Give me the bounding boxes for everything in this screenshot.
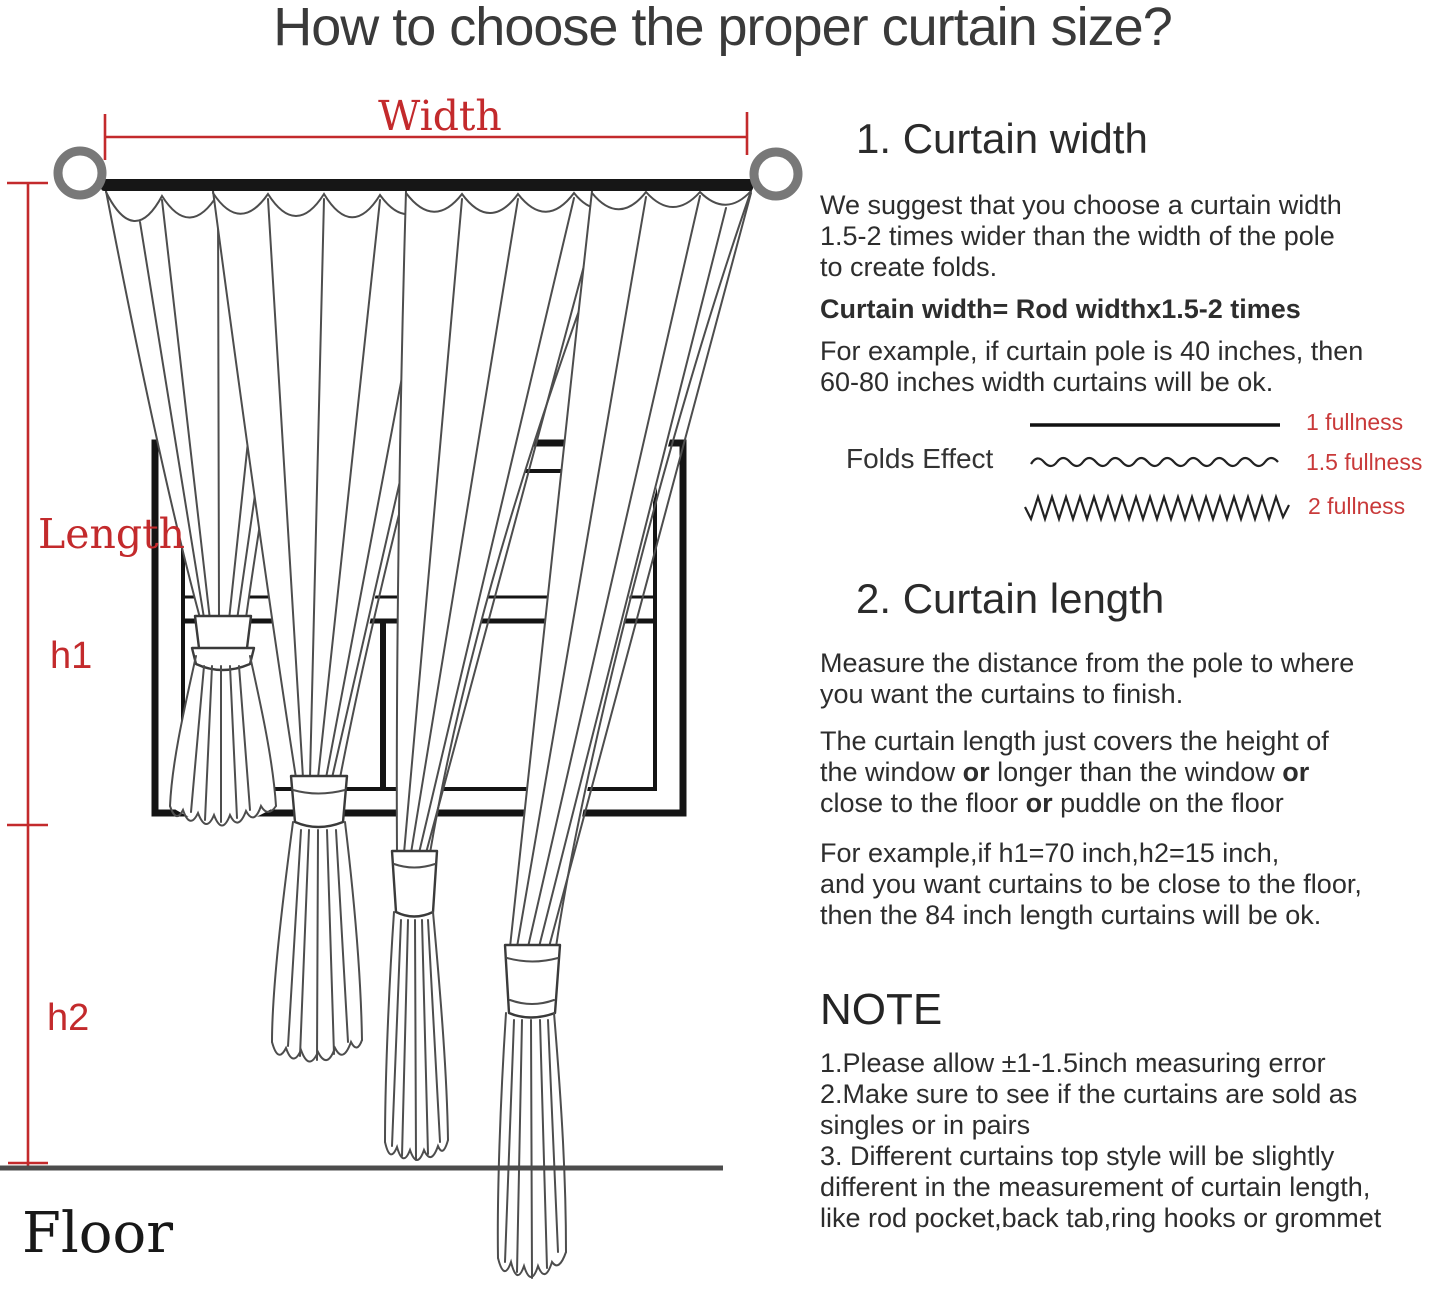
width-dim-label: Width xyxy=(378,92,502,140)
page-title: How to choose the proper curtain size? xyxy=(273,0,1172,57)
length-paragraph-2 xyxy=(820,726,1329,819)
text-line: The curtain length just covers the height of xyxy=(820,726,1329,756)
fullness-2-label: 2 fullness xyxy=(1308,493,1406,519)
note-line: singles or in pairs xyxy=(820,1110,1031,1140)
width-formula: Curtain width= Rod widthx1.5-2 times xyxy=(820,294,1301,324)
note-line: 1.Please allow ±1-1.5inch measuring error xyxy=(820,1048,1326,1078)
curtain-rod xyxy=(58,151,798,196)
rod-ring-left xyxy=(58,151,102,195)
folds-effect-label: Folds Effect xyxy=(846,443,994,474)
text-line: For example, if curtain pole is 40 inches, then xyxy=(820,336,1364,366)
section-width-heading: 1. Curtain width xyxy=(856,115,1148,162)
text-line: 60-80 inches width curtains will be ok. xyxy=(820,367,1274,397)
note-line: 2.Make sure to see if the curtains are sold as xyxy=(820,1079,1358,1109)
text-line: and you want curtains to be close to the floor, xyxy=(820,869,1362,899)
floor-label: Floor xyxy=(22,1201,173,1266)
length-dimension-line xyxy=(7,183,48,1167)
text-line: For example,if h1=70 inch,h2=15 inch, xyxy=(820,838,1280,868)
fullness-1-label: 1 fullness xyxy=(1306,409,1404,435)
text-line: close to the floor or puddle on the floor xyxy=(820,788,1284,818)
width-paragraph-1 xyxy=(820,190,1342,283)
fullness-1-5-label: 1.5 fullness xyxy=(1306,449,1423,475)
text-line: 1.5-2 times wider than the width of the pole xyxy=(820,221,1335,251)
fullness-1-5-line xyxy=(1028,451,1288,473)
fullness-1-line xyxy=(1028,417,1288,433)
section-length-heading: 2. Curtain length xyxy=(856,575,1165,622)
h1-label: h1 xyxy=(50,635,93,677)
text-line: you want the curtains to finish. xyxy=(820,679,1184,709)
instructions-column xyxy=(818,0,1445,1314)
text-line: Measure the distance from the pole to where xyxy=(820,648,1355,678)
length-label: Length xyxy=(38,510,186,558)
note-line: like rod pocket,back tab,ring hooks or grommet xyxy=(820,1203,1382,1233)
fullness-2-line xyxy=(1021,491,1296,527)
note-heading: NOTE xyxy=(820,985,943,1034)
note-list xyxy=(820,1048,1381,1234)
width-paragraph-2 xyxy=(820,336,1363,398)
h2-label: h2 xyxy=(47,997,90,1039)
note-line: 3. Different curtains top style will be slightly xyxy=(820,1141,1335,1171)
text-line: We suggest that you choose a curtain width xyxy=(820,190,1342,220)
folds-effect-block xyxy=(818,405,1445,540)
rod-ring-right xyxy=(754,152,798,196)
text-line: to create folds. xyxy=(820,252,998,282)
text-line: the window or longer than the window or xyxy=(820,757,1310,787)
length-paragraph-3 xyxy=(820,838,1362,931)
text-line: then the 84 inch length curtains will be ok. xyxy=(820,900,1322,930)
note-line: different in the measurement of curtain length, xyxy=(820,1172,1371,1202)
length-paragraph-1 xyxy=(820,648,1354,710)
